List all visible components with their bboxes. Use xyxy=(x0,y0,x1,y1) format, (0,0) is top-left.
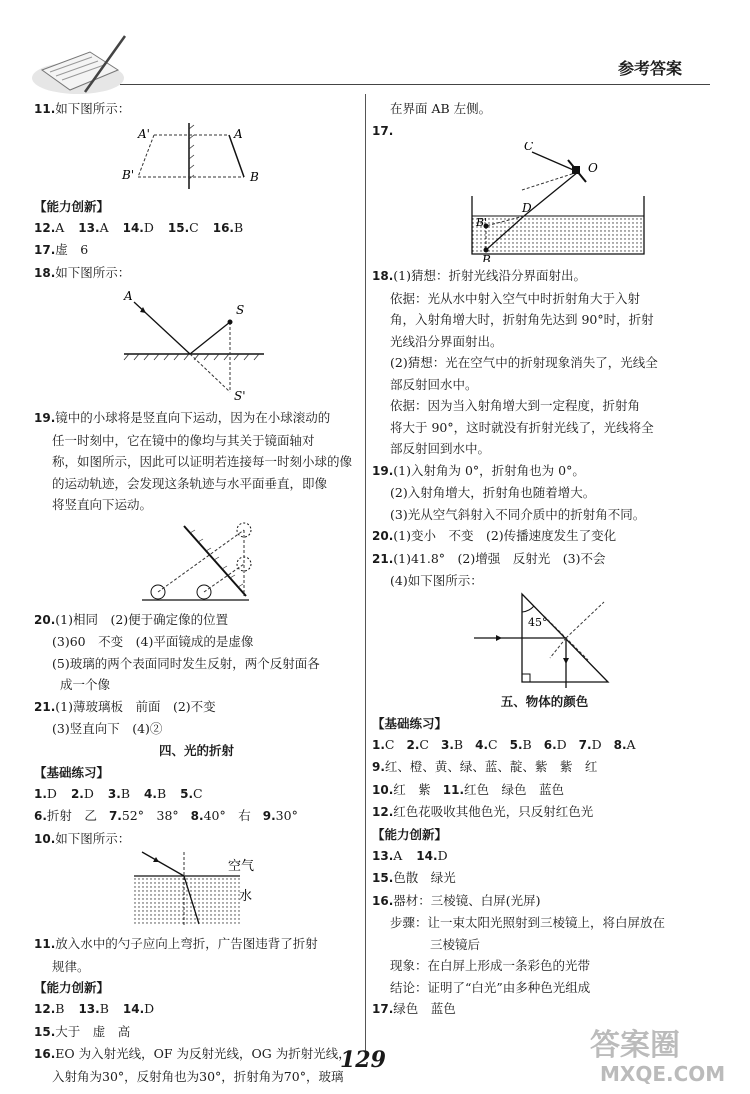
q20-line: 20.(1)变小 不变 (2)传播速度发生了变化 xyxy=(372,528,617,543)
page-number: 129 xyxy=(340,1047,386,1073)
answer-item: 8.A xyxy=(613,736,636,752)
svg-text:O: O xyxy=(588,161,598,175)
header-rule xyxy=(120,84,710,85)
answer-item: 1.C xyxy=(372,736,395,752)
answers-10-11 xyxy=(372,779,717,802)
answer-item: 6.折射 乙 xyxy=(34,808,97,823)
q16-continuation: 在界面 AB 左侧。 xyxy=(390,101,492,116)
answer-item: 14.D xyxy=(122,219,154,235)
figure-mirror-image xyxy=(34,121,359,193)
watermark-logo: 答案圈 xyxy=(590,1028,680,1063)
answers-12-16 xyxy=(34,217,359,240)
figure-mirror-tank xyxy=(372,142,717,262)
q21-block: 21.(1)薄玻璃板 前面 (2)不变 (3)竖直向下 (4)② xyxy=(34,698,216,736)
q11-line: 11.如下图所示： xyxy=(34,101,131,116)
answers-13-14 xyxy=(372,845,717,868)
svg-text:A': A' xyxy=(138,126,150,141)
answer-item: 12.B xyxy=(34,1001,65,1016)
q20-block: 20.(1)相同 (2)便于确定像的位置 (3)60 不变 (4)平面镜成的是虚像 (5)玻璃的两个表面同时发生反射，两个反射面各 成一个像 xyxy=(34,611,320,692)
q16-block: 16.EO 为入射光线，OF 为反射光线，OG 为折射光线， 入射角为30°，反射角也为30°，折射角为70°，玻璃 xyxy=(34,1046,351,1084)
answer-item: 16.B xyxy=(212,219,244,235)
answer-item: 15.C xyxy=(167,219,199,235)
answer-item: 10.红 紫 xyxy=(372,781,431,797)
answer-item: 8.40° 右 xyxy=(190,808,251,823)
answer-item: 7.52° 38° xyxy=(108,808,179,823)
svg-text:A: A xyxy=(234,126,243,141)
answer-item: 11.红色 绿色 蓝色 xyxy=(442,781,565,797)
section-ability-2: 【能力创新】 xyxy=(34,980,110,995)
q19-block: 19.镜中的小球将是竖直向下运动，因为在小球滚动的 任一时刻中，它在镜中的像均与其关于镜面轴对 称，如图所示，因此可以证明若连接每一时刻小球的像 的运动轨迹，会发现这条轨迹与水平面垂直，即像 将竖直向下运动。 xyxy=(34,410,353,512)
svg-text:空气: 空气 xyxy=(228,859,255,874)
header-book-illustration xyxy=(30,30,130,100)
header-title: 参考答案 xyxy=(618,59,683,78)
section-ability: 【能力创新】 xyxy=(34,198,110,214)
q17-block: 17. xyxy=(372,123,394,138)
answer-item: 5.C xyxy=(180,785,203,801)
svg-text:S: S xyxy=(236,303,245,317)
right-column xyxy=(372,98,717,1021)
watermark-url: MXQE.COM xyxy=(600,1062,726,1086)
q11b-block: 11.放入水中的勺子应向上弯折，广告图违背了折射 规律。 xyxy=(34,936,318,974)
answer-item: 2.C xyxy=(406,736,429,752)
q9-line: 9.红、橙、黄、绿、蓝、靛、紫 紫 红 xyxy=(372,759,598,774)
answer-item: 12.A xyxy=(34,219,65,235)
q18-line: 18.如下图所示： xyxy=(34,264,131,280)
q12-line: 12.红色花吸收其他色光，只反射红色光 xyxy=(372,804,594,819)
figure-refraction-water xyxy=(34,850,359,930)
svg-text:B: B xyxy=(482,253,491,262)
chapter-4-title: 四、光的折射 xyxy=(158,742,234,758)
answer-item: 3.B xyxy=(107,785,131,801)
left-column xyxy=(34,98,359,1087)
answer-item: 5.B xyxy=(509,736,532,752)
answer-item: 13.B xyxy=(78,1001,109,1016)
answers-12-14 xyxy=(34,998,359,1021)
answers-6-9 xyxy=(34,805,359,828)
figure-ball-mirror xyxy=(34,516,359,606)
answers-1-8 xyxy=(372,734,717,757)
svg-text:水: 水 xyxy=(239,889,253,904)
answer-item: 14.D xyxy=(416,847,448,863)
q15-line: 15.大于 虚 高 xyxy=(34,1023,131,1039)
q19-block: 19.(1)入射角为 0°，折射角也为 0°。 (2)入射角增大，折射角也随着增大。 (3)光从空气斜射入不同介质中的折射角不同。 xyxy=(372,462,646,522)
answer-item: 13.A xyxy=(372,847,403,863)
answer-item: 3.B xyxy=(441,736,464,752)
svg-text:B': B' xyxy=(122,167,135,182)
svg-text:S': S' xyxy=(234,389,246,403)
section-ability-r: 【能力创新】 xyxy=(372,826,448,842)
q16-block-r: 16.器材：三棱镜、白屏(光屏) 步骤：让一束太阳光照射到三棱镜上，将白屏放在 三棱镜后 现象：在白屏上形成一条彩色的光带 结论：证明了“白光”由多种色光组成 xyxy=(372,892,666,995)
svg-text:45°: 45° xyxy=(528,615,548,629)
figure-prism-45 xyxy=(372,592,717,688)
chapter-5-title: 五、物体的颜色 xyxy=(500,693,589,709)
answer-item: 13.A xyxy=(78,219,109,235)
figure-reflection-point-source xyxy=(34,284,359,404)
q17-line: 17.虚 6 xyxy=(34,242,89,257)
svg-text:B': B' xyxy=(476,216,488,229)
column-divider xyxy=(365,94,366,1054)
q17-line-r: 17.绿色 蓝色 xyxy=(372,1001,456,1016)
svg-text:C: C xyxy=(524,142,534,153)
q10-line: 10.如下图所示： xyxy=(34,830,131,846)
answer-item: 4.C xyxy=(475,736,498,752)
answer-item: 1.D xyxy=(34,785,57,801)
answer-item: 6.D xyxy=(543,736,567,752)
answer-item: 9.30° xyxy=(262,808,298,823)
q21-block: 21.(1)41.8° (2)增强 反射光 (3)不会 (4)如下图所示： xyxy=(372,550,606,588)
svg-text:D: D xyxy=(522,201,532,215)
svg-text:B: B xyxy=(250,169,259,184)
answers-1-5 xyxy=(34,783,359,806)
section-basic-r: 【基础练习】 xyxy=(372,715,448,731)
svg-text:A: A xyxy=(124,289,133,303)
section-basic: 【基础练习】 xyxy=(34,764,110,780)
q15-line-r: 15.色散 绿光 xyxy=(372,870,456,885)
answer-item: 7.D xyxy=(578,736,602,752)
q18-block: 18.(1)猜想：折射光线沿分界面射出。 依据：光从水中射入空气中时折射角大于入射 角，入射角增大时，折射角先达到 90°时，折射 光线沿分界面射出。 (2)猜想：光在空气中的折射现象消失了，光线全 部反射回水中。 依据：因为当入射角增大到一定程度，折射角 将大于 90°，这时就没有折射光线了，光线将全 部反射回到水中。 xyxy=(372,268,658,456)
answer-item: 2.D xyxy=(70,785,94,801)
answer-item: 4.B xyxy=(144,785,167,801)
answer-item: 14.D xyxy=(122,1001,155,1016)
